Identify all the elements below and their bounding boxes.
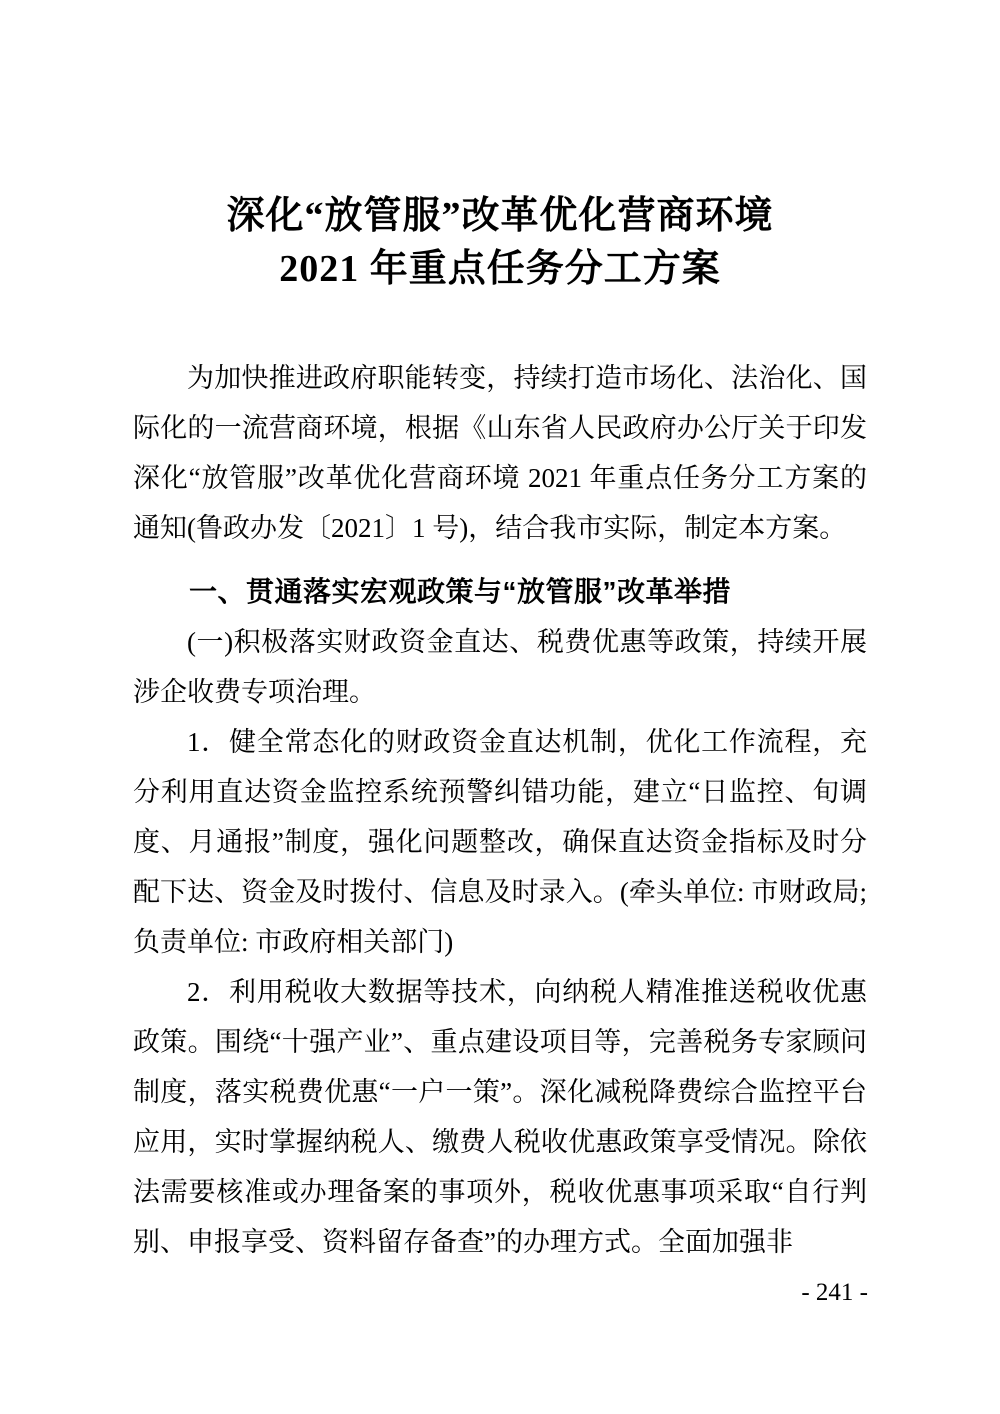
section-heading: 一、贯通落实宏观政策与“放管服”改革举措 [189,576,732,607]
task-paragraph-1 [133,717,867,967]
task-1-unit-note: (牵头单位: 市财政局; 负责单位: 市政府相关部门) [133,877,868,957]
document-content [133,190,867,1267]
task-paragraph-2: 2．利用税收大数据等技术，向纳税人精准推送税收优惠政策。围绕“十强产业”、重点建设项目等，完善税务专家顾问制度，落实税费优惠“一户一策”。深化减税降费综合监控平台应用，实时掌握纳税人、缴费人税收优惠政策享受情况。除依法需要核准或办理备案的事项外，税收优惠事项采取“自行判别、申报享受、资料留存备查”的办理方式。全面加强非 [133,977,867,1257]
document-title [133,190,867,296]
page-number: - 241 - [801,1279,868,1306]
title-line-2: 2021 年重点任务分工方案 [279,248,721,290]
task-1-text: 1．健全常态化的财政资金直达机制，优化工作流程，充分利用直达资金监控系统预警纠错功能，建立“日监控、旬调度、月通报”制度，强化问题整改，确保直达资金指标及时分配下达、资金及时拨付、信息及时录入。 [133,727,867,907]
title-line-1: 深化“放管服”改革优化营商环境 [226,195,774,237]
subsection-lead: (一)积极落实财政资金直达、税费优惠等政策，持续开展涉企收费专项治理。 [133,627,867,707]
intro-paragraph: 为加快推进政府职能转变，持续打造市场化、法治化、国际化的一流营商环境，根据《山东省人民政府办公厅关于印发深化“放管服”改革优化营商环境 2021 年重点任务分工方案的通知(鲁政办发〔2021〕1 号)，结合我市实际，制定本方案。 [133,363,867,543]
